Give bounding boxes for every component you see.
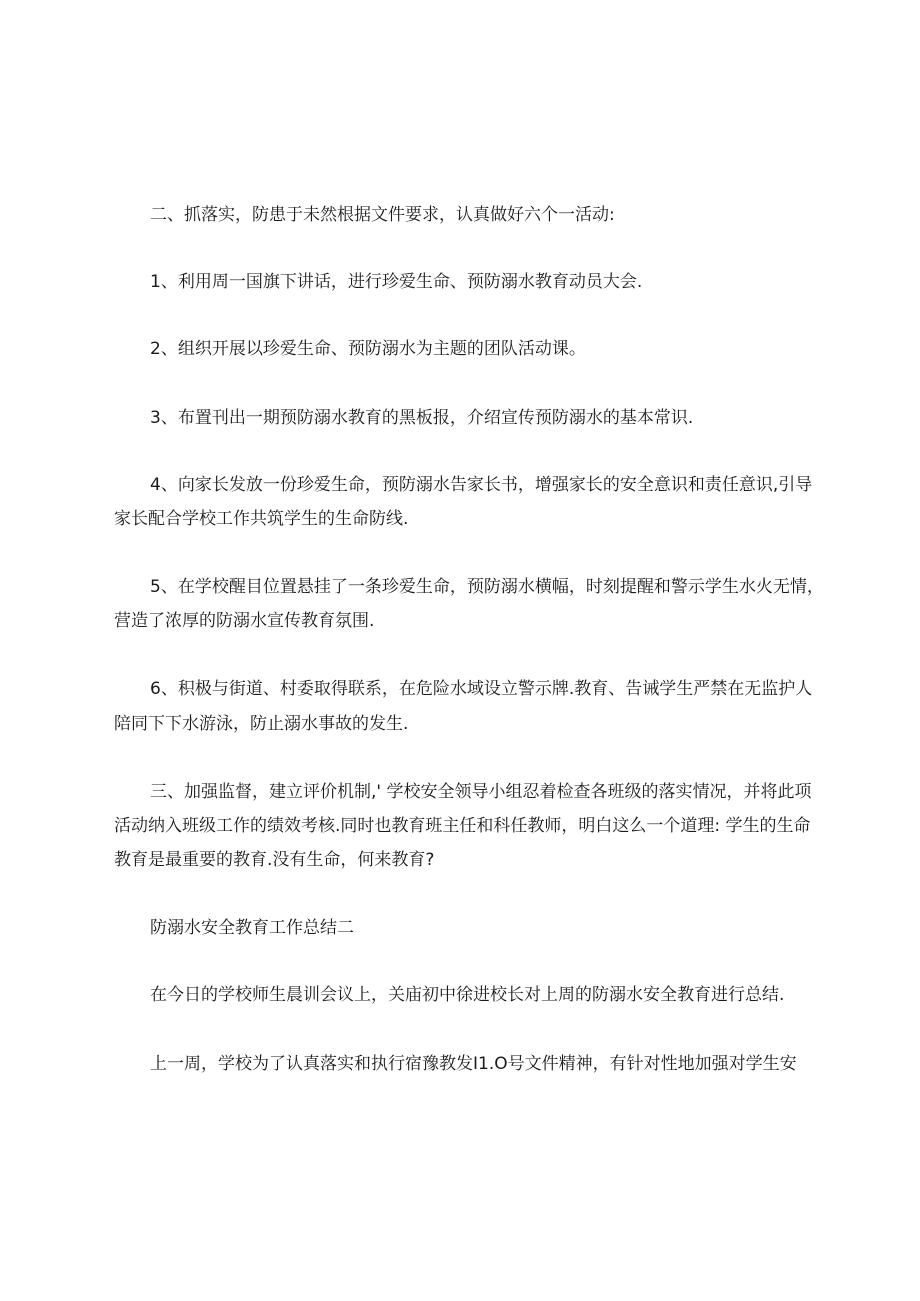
text-line-summary-title: 防溺水安全教育工作总结二: [150, 918, 354, 938]
text-line-item-6b: 陪同下下水游泳，防止溺水事故的发生.: [114, 714, 409, 734]
text-line-item-5b: 营造了浓厚的防溺水宣传教育氛围.: [114, 611, 375, 631]
text-line-summary-para-2: 上一周，学校为了认真落实和执行宿豫教发I1.O号文件精神，有针对性地加强对学生安: [150, 1054, 797, 1074]
text-line-item-5a: 5、在学校醒目位置悬挂了一条珍爱生命，预防溺水横幅，时刻提醒和警示学生水火无情，: [150, 577, 824, 597]
text-line-section-two-heading: 二、抓落实，防患于未然根据文件要求，认真做好六个一活动:: [150, 205, 615, 225]
text-line-summary-para-1: 在今日的学校师生晨训会议上，关庙初中徐进校长对上周的防溺水安全教育进行总结.: [150, 985, 785, 1005]
text-line-item-2: 2、组织开展以珍爱生命、预防溺水为主题的团队活动课。: [150, 339, 586, 359]
text-line-item-3: 3、布置刊出一期预防溺水教育的黑板报，介绍宣传预防溺水的基本常识.: [150, 408, 694, 428]
text-line-item-4a: 4、向家长发放一份珍爱生命，预防溺水告家长书，增强家长的安全意识和责任意识,引导: [150, 475, 813, 495]
text-line-section-three-b: 活动纳入班级工作的绩效考核.同时也教育班主任和科任教师，明白这么一个道理: 学生的生命: [114, 816, 811, 836]
text-line-section-three-c: 教育是最重要的教育.没有生命，何来教育?: [114, 850, 435, 870]
text-line-item-4b: 家长配合学校工作共筑学生的生命防线.: [114, 509, 409, 529]
text-line-item-1: 1、利用周一国旗下讲话，进行珍爱生命、预防溺水教育动员大会.: [150, 272, 643, 292]
text-line-item-6a: 6、积极与街道、村委取得联系，在危险水域设立警示牌.教育、告诫学生严禁在无监护人: [150, 679, 813, 699]
text-line-section-three-a: 三、加强监督，建立评价机制,' 学校安全领导小组忍着检查各班级的落实情况，并将此项: [150, 782, 812, 802]
